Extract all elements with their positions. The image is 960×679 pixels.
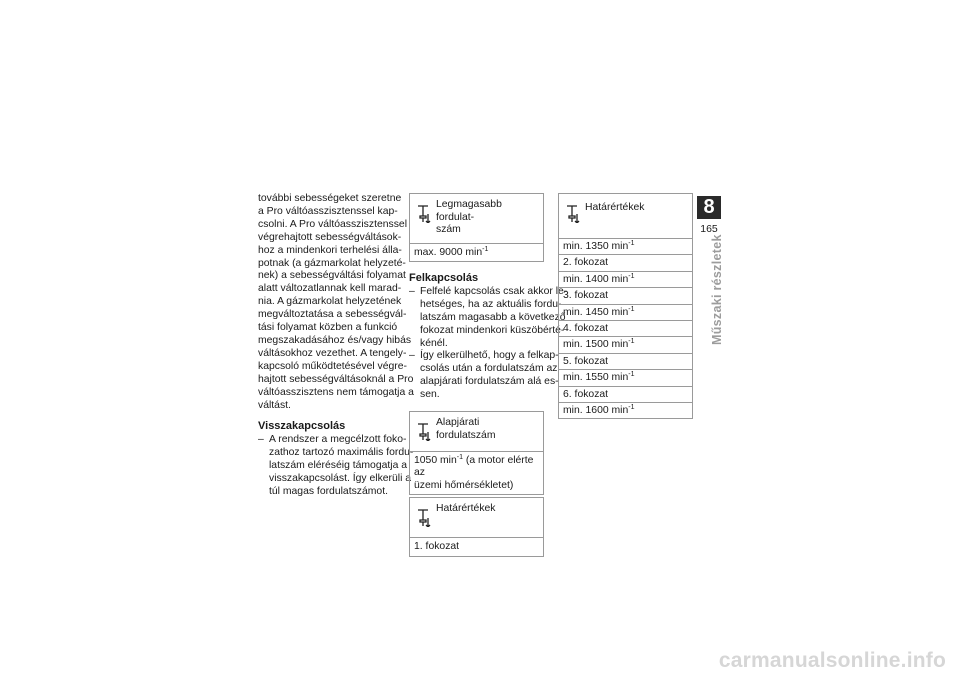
text-line: váltóasszisztens nem támogatja a [258,386,414,398]
title-line: Legmagasabb fordulat- [436,199,502,223]
text-line: végrehajtott sebességváltások- [258,231,402,243]
text-line: fokozat mindenkori küszöbérté- [420,324,565,336]
spec-box-header [410,194,543,244]
wrench-limit-icon [417,423,431,441]
text-line: alapjárati fordulatszám alá es- [420,376,559,388]
wrench-limit-icon [566,205,580,223]
text-column-1 [258,193,414,499]
spec-row: 4. fokozat [559,321,692,337]
spacer [409,402,544,411]
spec-note: üzemi hőmérsékletet) [414,479,514,491]
spec-box-max-rpm [409,193,544,262]
spec-value: min. 1500 min [563,339,629,351]
text-line: hajtott sebességváltásoknál a Pro [258,373,414,385]
text-line: nia. A gázmarkolat helyzetének [258,296,402,308]
spec-row [559,305,692,321]
intro-paragraph [258,193,414,412]
spec-box-limits [558,193,693,419]
spec-box-idle-rpm [409,411,544,495]
wrench-limit-icon [417,509,431,527]
spec-row: 1. fokozat [414,541,460,553]
section-heading-visszakapcsolas: Visszakapcsolás [258,420,346,433]
text-column-3 [558,193,694,419]
text-line: megszakadásához és/vagy hibás [258,334,412,346]
chapter-title-vertical: Műszaki részletek [710,234,724,345]
text-column-2 [409,193,568,557]
text-line: latszám eléréséig támogatja a [269,460,408,472]
text-line: kapcsoló működtetésével végre- [258,360,408,372]
text-line: további sebességeket szeretne [258,193,402,204]
spec-value: min. 1550 min [563,372,629,384]
text-line: csolás után a fordulatszám az [420,363,558,375]
list-item [409,285,568,351]
text-line: Így elkerülhető, hogy a felkap- [420,350,559,362]
spec-box-title: Határértékek [585,202,645,213]
text-line: csolni. A Pro váltóasszisztenssel [258,218,407,230]
spec-box-header [559,194,692,239]
unit-superscript: -1 [628,338,635,346]
unit-superscript: -1 [482,245,489,253]
spec-value: min. 1400 min [563,273,629,285]
text-line: alatt változatlannak kell marad- [258,283,402,295]
watermark: carmanualsonline.info [718,649,946,672]
text-line: túl magas fordulatszámot. [269,486,388,498]
page-number: 165 [700,223,718,235]
list-item [258,434,414,499]
dash-bullet: – [409,285,415,297]
spec-box-header [410,412,543,452]
text-line: váltásokhoz vezethet. A tengely- [258,347,407,359]
spec-value: min. 1350 min [563,241,629,252]
text-line: nek) a sebességváltási folyamat [258,270,406,282]
spec-box-title: Alapjárati fordulatszám [436,417,496,441]
text-line: váltást. [258,399,291,411]
section-heading-felkapcsolas: Felkapcsolás [409,271,479,284]
spec-box-header [410,498,543,538]
spec-box-title [436,199,539,237]
spec-row [559,370,692,386]
spec-value: min. 1450 min [563,306,629,318]
text-line: tási folyamat közben a funkció [258,322,398,334]
spec-note: (a motor elérte az [414,455,534,479]
spec-box-limits-start [409,497,544,556]
spec-row [559,272,692,288]
unit-superscript: -1 [628,272,635,280]
spec-value: max. 9000 min [414,246,483,258]
spec-row: 2. fokozat [559,255,692,271]
spec-row [559,337,692,353]
text-line: zathoz tartozó maximális fordu- [269,447,414,459]
unit-superscript: -1 [628,305,635,313]
spec-row [559,403,692,418]
text-line: A rendszer a megcélzott foko- [269,434,407,446]
text-line: hoz a mindenkori terhelési álla- [258,244,402,256]
spec-row [410,244,543,261]
wrench-limit-icon [417,205,431,223]
spec-value: min. 1600 min [563,405,629,417]
dash-bullet: – [258,434,264,446]
text-line: visszakapcsolást. Így elkerüli a [269,473,412,485]
title-line: szám [436,224,461,235]
text-line: latszám magasabb a következő [420,311,566,323]
chapter-number-badge: 8 [697,196,721,219]
list-item [409,350,559,402]
text-line: kénél. [420,337,448,349]
unit-superscript: -1 [628,404,635,412]
unit-superscript: -1 [628,240,635,247]
text-line: a Pro váltóasszisztenssel kap- [258,205,398,217]
dash-bullet: – [409,350,415,362]
text-line: potnak (a gázmarkolat helyzeté- [258,257,406,269]
spec-row: 6. fokozat [559,387,692,403]
spec-row: 3. fokozat [559,288,692,304]
spec-row [410,452,543,494]
text-line: Felfelé kapcsolás csak akkor le- [420,285,568,297]
text-line: megváltoztatása a sebességvál- [258,309,407,321]
text-line: sen. [420,389,440,401]
text-line: hetséges, ha az aktuális fordu- [420,298,562,310]
spec-row: 5. fokozat [559,354,692,370]
spec-box-title: Határértékek [436,503,496,515]
unit-superscript: -1 [628,371,635,379]
unit-superscript: -1 [456,454,463,462]
spec-row [559,239,692,255]
spec-value: 1050 min [414,455,457,467]
